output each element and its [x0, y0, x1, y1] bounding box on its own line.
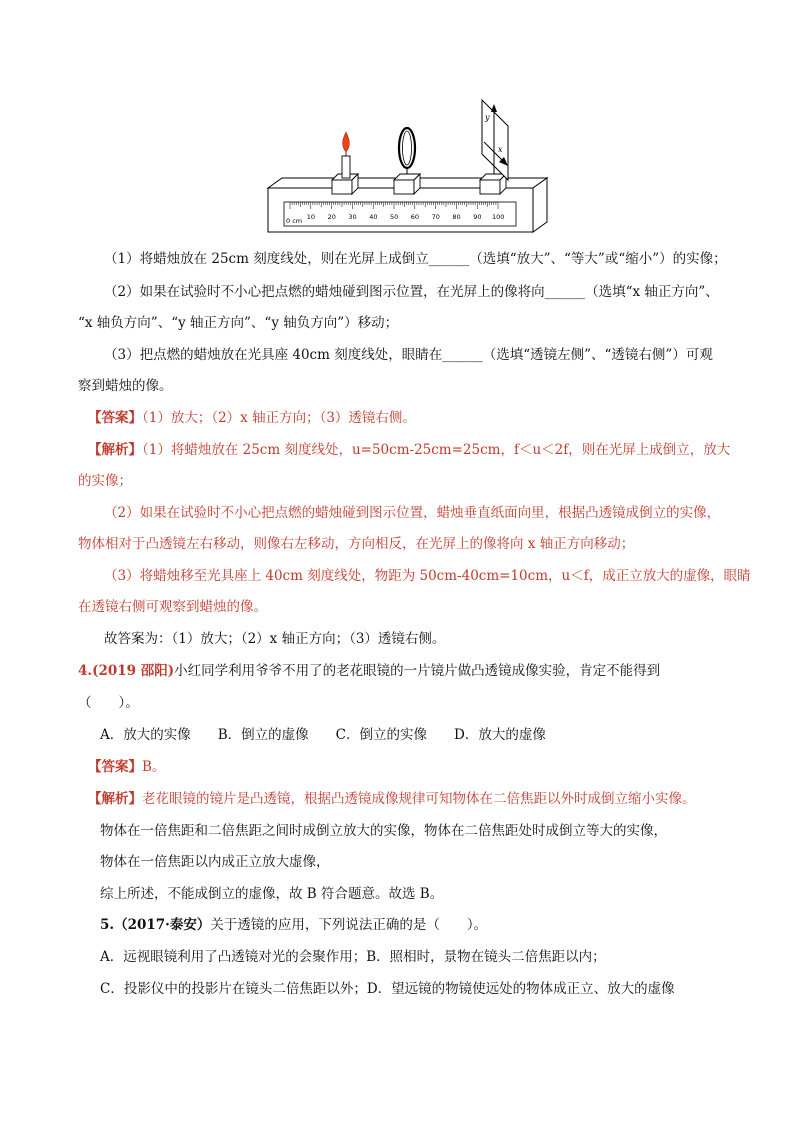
q5-source: 5.（2017·泰安） [100, 917, 211, 933]
q3-part2-line1: （2）如果在试验时不小心把点燃的蜡烛碰到图示位置，在光屏上的像将向______（选填“x 轴正方向”、 [104, 284, 719, 300]
q4-stem-line1 [78, 661, 734, 681]
ruler-tick-label: 40 [369, 213, 378, 221]
q3-part1: （1）将蜡烛放在 25cm 刻度线处，则在光屏上成倒立______（选填“放大”、“等大”或“缩小”）的实像； [104, 251, 727, 267]
q3-part3-line1: （3）把点燃的蜡烛放在光具座 40cm 刻度线处，眼睛在______（选填“透镜左侧”、“透镜右侧”）可观 [104, 347, 713, 363]
answer-tag: 【答案】 [88, 759, 142, 775]
ruler-tick-label: 80 [452, 213, 461, 221]
q4-answer [88, 757, 734, 777]
ruler-tick-label: 50 [390, 213, 399, 221]
y-axis-label: y [485, 113, 490, 122]
x-axis-label: x [498, 145, 503, 154]
q4-stem: 小红同学利用爷爷不用了的老花眼镜的一片镜片做凸透镜成像实验，肯定不能得到 [174, 663, 661, 679]
q3-part3-line2: 察到蜡烛的像。 [78, 378, 173, 394]
answer-text: （1）放大；（2）x 轴正方向；（3）透镜右侧。 [142, 410, 416, 426]
optical-bench-figure [262, 96, 552, 236]
q3-analysis-line6: 在透镜右侧可观察到蜡烛的像。 [78, 599, 267, 615]
q5-stem-text: 关于透镜的应用，下列说法正确的是（ ）。 [210, 917, 488, 933]
q3-answer [88, 408, 734, 428]
candle-holder [332, 180, 352, 194]
screen-holder [480, 180, 500, 194]
q3-analysis-line2: 的实像； [78, 473, 132, 489]
ruler-tick-label: 70 [431, 213, 440, 221]
candle [342, 156, 350, 178]
bench-side [533, 178, 547, 232]
ruler-tick-label: 30 [348, 213, 357, 221]
q3-conclusion: 故答案为：（1）放大；（2）x 轴正方向；（3）透镜右侧。 [104, 631, 446, 647]
q5-options-cd: C．投影仪中的投影片在镜头二倍焦距以外；D．望远镜的物镜使远处的物体成正立、放大的虚像 [100, 981, 675, 997]
ruler-unit-label: 0 cm [286, 217, 303, 225]
q3-part2-line2: “x 轴负方向”、“y 轴正方向”、“y 轴负方向”）移动； [78, 315, 399, 331]
convex-lens-inner [403, 131, 412, 165]
ruler-tick-label: 60 [410, 213, 420, 221]
q3-analysis-line3: （2）如果在试验时不小心把点燃的蜡烛碰到图示位置，蜡烛垂直纸面向里，根据凸透镜成倒立的实像， [104, 505, 721, 521]
q4-stem-line2: （ ）。 [78, 695, 139, 711]
optical-bench-drawing [262, 96, 552, 236]
q3-analysis-line4: 物体相对于凸透镜左右移动，则像右左移动，方向相反，在光屏上的像将向 x 轴正方向移动； [78, 536, 635, 552]
ruler-tick-label: 100 [492, 213, 505, 221]
q4-analysis-line2: 物体在一倍焦距和二倍焦距之间时成倒立放大的实像，物体在二倍焦距处时成倒立等大的实像， [100, 823, 667, 839]
lens-holder [394, 180, 414, 194]
answer-tag: 【答案】 [88, 410, 142, 426]
q4-options: A．放大的实像 B．倒立的虚像 C．倒立的实像 D．放大的虚像 [100, 727, 546, 743]
analysis-text: （1）将蜡烛放在 25cm 刻度线处，u=50cm-25cm=25cm，f＜u＜2f，则在光屏上成倒立，放大 [142, 442, 731, 458]
analysis-tag: 【解析】 [88, 442, 142, 458]
q4-source: 4.(2019 邵阳) [78, 663, 175, 679]
q3-analysis-line1 [88, 440, 734, 460]
y-axis-arrow-icon [491, 104, 497, 112]
q5-stem [100, 915, 734, 935]
ruler-tick-label: 20 [327, 213, 336, 221]
q5-options-ab: A．远视眼镜利用了凸透镜对光的会聚作用；B．照相时，景物在镜头二倍焦距以内； [100, 949, 606, 965]
ruler-tick-label: 90 [473, 213, 482, 221]
convex-lens [399, 128, 415, 168]
q4-analysis-line4: 综上所述，不能成倒立的虚像，故 B 符合题意。故选 B。 [100, 886, 444, 902]
candle-flame-icon [343, 132, 350, 152]
q4-analysis-line1 [88, 789, 734, 809]
q3-analysis-line5: （3）将蜡烛移至光具座上 40cm 刻度线处，物距为 50cm-40cm=10cm，u＜f，成正立放大的虚像，眼睛 [104, 568, 751, 584]
analysis-tag: 【解析】 [88, 791, 142, 807]
ruler-tick-label: 10 [306, 213, 316, 221]
answer-text: B。 [142, 759, 166, 775]
q4-analysis-line3: 物体在一倍焦距以内成正立放大虚像， [100, 854, 330, 870]
analysis-text: 老花眼镜的镜片是凸透镜，根据凸透镜成像规律可知物体在二倍焦距以外时成倒立缩小实像。 [142, 791, 696, 807]
